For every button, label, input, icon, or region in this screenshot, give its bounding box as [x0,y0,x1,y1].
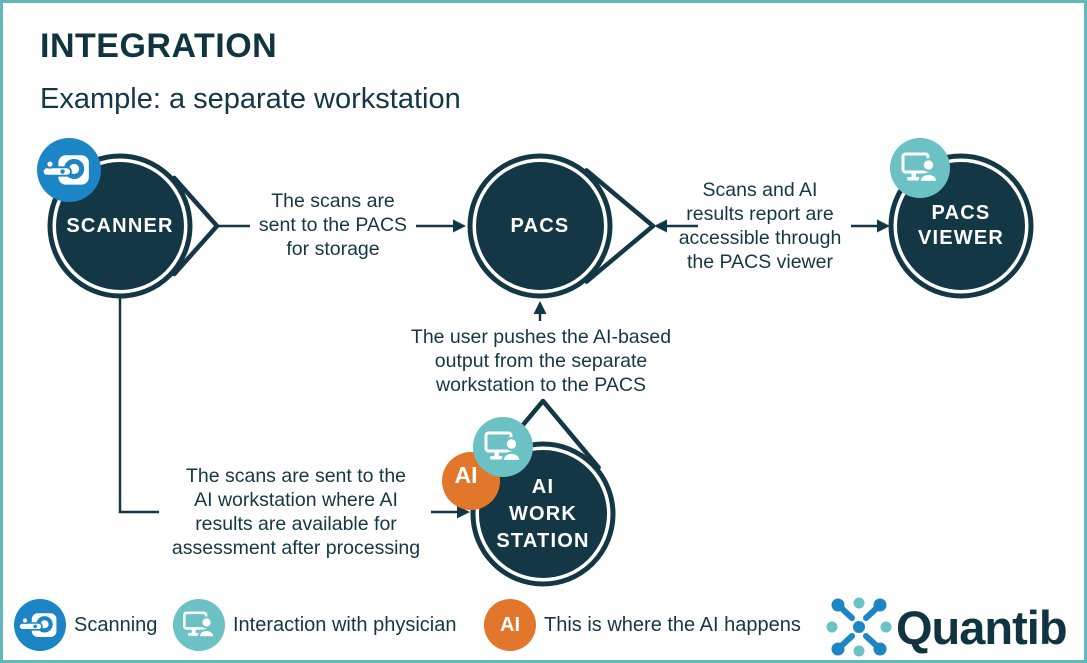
annotation-scanner-to-pacs: The scans are sent to the PACS for storage [258,190,408,260]
quantib-logo-mark [827,598,892,657]
legend-ai-label: This is where the AI happens [544,614,801,636]
pacs-viewer-line2: VIEWER [917,227,1005,249]
pacs-viewer-node-label [881,201,1041,251]
ai-ws-line2: WORK [508,503,578,525]
page-title: INTEGRATION [40,27,278,65]
ai-badge-label-node: AI [454,462,478,488]
pacs-node-label: PACS [510,215,570,237]
page-subtitle: Example: a separate workstation [40,83,461,115]
legend-scanning-label: Scanning [74,614,158,636]
pacs-viewer-line1: PACS [931,202,991,224]
quantib-logo-text: Quantib [896,601,1067,654]
ai-ws-line3: STATION [496,530,590,552]
ai-ws-line1: AI [531,476,555,498]
annotation-scanner-to-workstation: The scans are sent to the AI workstation where AI results are available for assessment after processing [171,465,421,559]
annotation-workstation-to-pacs: The user pushes the AI-based output from the separate workstation to the PACS [410,326,672,396]
physician-badge-viewer [890,138,950,198]
scanner-badge-icon [37,138,101,202]
annotation-pacs-to-viewer: Scans and AI results report are accessible through the PACS viewer [678,179,842,273]
legend-scanning-icon [14,599,66,651]
scanner-node-label: SCANNER [66,215,174,237]
ai-badge-label-legend: AI [500,614,520,636]
legend-physician-icon [173,599,225,651]
legend-interaction-label: Interaction with physician [233,614,457,636]
